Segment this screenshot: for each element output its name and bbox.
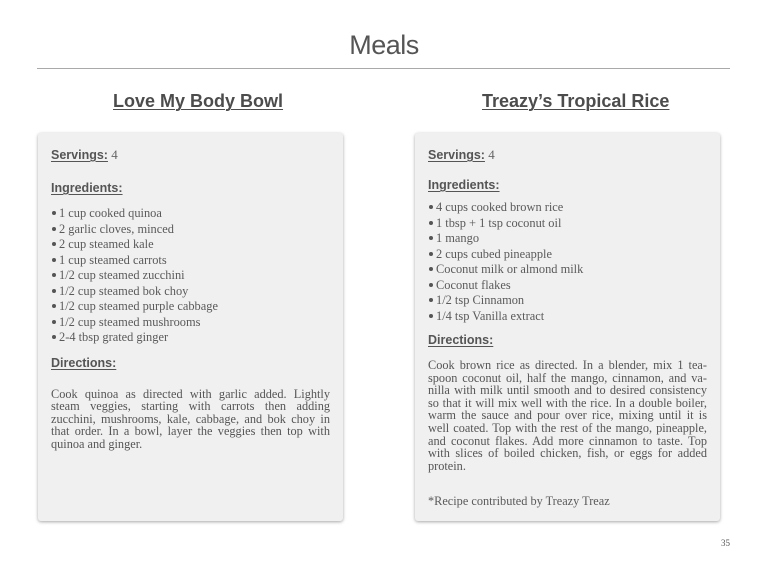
bullet-icon [429, 314, 433, 318]
ingredient-text: 1/2 cup steamed purple cabbage [59, 299, 218, 313]
ingredients-list [51, 206, 330, 346]
ingredient-text: 2-4 tbsp grated ginger [59, 330, 169, 344]
recipe-card-love-my-body-bowl [38, 133, 343, 521]
ingredient-text: 1 tbsp + 1 tsp coconut oil [436, 215, 562, 230]
bullet-icon [52, 289, 56, 293]
ingredient-text: 1/2 cup steamed bok choy [59, 283, 189, 298]
recipe-title-love-my-body-bowl: Love My Body Bowl [113, 91, 284, 111]
ingredient-item [51, 330, 330, 346]
bullet-icon [429, 205, 433, 209]
servings [51, 147, 330, 163]
directions-label: Directions: [428, 333, 494, 347]
ingredient-item [51, 268, 330, 284]
ingredient-item [51, 222, 330, 238]
bullet-icon [52, 273, 56, 277]
ingredient-item [428, 231, 707, 247]
ingredient-text: 2 garlic cloves, minced [59, 221, 174, 236]
ingredients-list [428, 200, 707, 324]
ingredients-heading [428, 176, 707, 193]
recipe-card-treazys-tropical-rice [415, 133, 720, 521]
bullet-icon [429, 221, 433, 225]
recipe-title-treazys-tropical-rice: Treazy’s Tropical Rice [482, 91, 670, 111]
servings [428, 147, 707, 163]
ingredient-text: Coconut milk or almond milk [436, 262, 584, 276]
bullet-icon [429, 298, 433, 302]
ingredient-item [51, 299, 330, 315]
servings-label: Servings: [428, 148, 485, 162]
ingredient-item [51, 284, 330, 300]
ingredient-item [428, 200, 707, 216]
ingredient-text: 2 cups cubed pineapple [436, 246, 552, 261]
servings-label: Servings: [51, 148, 108, 162]
title-divider [37, 68, 730, 69]
bullet-icon [429, 267, 433, 271]
ingredients-label: Ingredients: [428, 178, 500, 192]
ingredient-text: 2 cup steamed kale [59, 237, 154, 251]
bullet-icon [429, 236, 433, 240]
servings-value: 4 [488, 147, 495, 162]
directions-heading [428, 331, 707, 348]
bullet-icon [52, 258, 56, 262]
ingredient-item [428, 216, 707, 232]
ingredient-item [51, 237, 330, 253]
ingredient-text: 1/2 cup steamed mushrooms [59, 314, 201, 329]
ingredient-text: 1 cup steamed carrots [59, 252, 167, 267]
ingredient-item [51, 206, 330, 222]
bullet-icon [52, 211, 56, 215]
directions-label: Directions: [51, 355, 117, 370]
bullet-icon [52, 335, 56, 339]
ingredient-text: 1 cup cooked quinoa [59, 206, 162, 220]
ingredient-item [428, 278, 707, 294]
directions-text: Cook brown rice as directed. In a blender, mix 1 teaspoon coconut oil, half the mango, cinnamon, and vanilla with milk until smooth and to desired consistency so that it will mix well with the rice. In a double boiler, warm the sauce and pour over rice, mixing until it is well coated. Top with the rest of the mango, pineapple, and coconut flakes. Add more cinnamon to taste. Top with slices of boiled chicken, fish, or eggs for added protein. [428, 358, 707, 473]
bullet-icon [429, 252, 433, 256]
recipe-credit-note: *Recipe contributed by Treazy Treaz [428, 494, 610, 509]
ingredient-text: Coconut flakes [436, 277, 511, 292]
ingredient-item [51, 315, 330, 331]
ingredient-item [51, 253, 330, 269]
ingredient-text: 1 mango [436, 231, 480, 245]
bullet-icon [429, 283, 433, 287]
ingredients-heading [51, 179, 330, 196]
bullet-icon [52, 227, 56, 231]
directions-text: Cook quinoa as directed with garlic added. Lightly steam veggies, starting with carrots then adding zucchini, mushrooms, kale, cabbage, and bok choy in that order. In a bowl, layer the veggies then top with quinoa and ginger. [51, 386, 330, 451]
bullet-icon [52, 304, 56, 308]
servings-value: 4 [111, 147, 118, 162]
ingredient-text: 1/4 tsp Vanilla extract [436, 308, 545, 323]
bullet-icon [52, 320, 56, 324]
ingredient-text: 1/2 cup steamed zucchini [59, 268, 185, 282]
ingredient-text: 4 cups cooked brown rice [436, 200, 564, 214]
ingredient-item [428, 262, 707, 278]
ingredients-label: Ingredients: [51, 181, 123, 195]
ingredient-item [428, 247, 707, 263]
ingredient-text: 1/2 tsp Cinnamon [436, 293, 525, 307]
directions-heading [51, 354, 330, 371]
ingredient-item [428, 309, 707, 325]
bullet-icon [52, 242, 56, 246]
page-title: Meals [349, 30, 419, 60]
ingredient-item [428, 293, 707, 309]
page-number: 35 [721, 538, 730, 548]
